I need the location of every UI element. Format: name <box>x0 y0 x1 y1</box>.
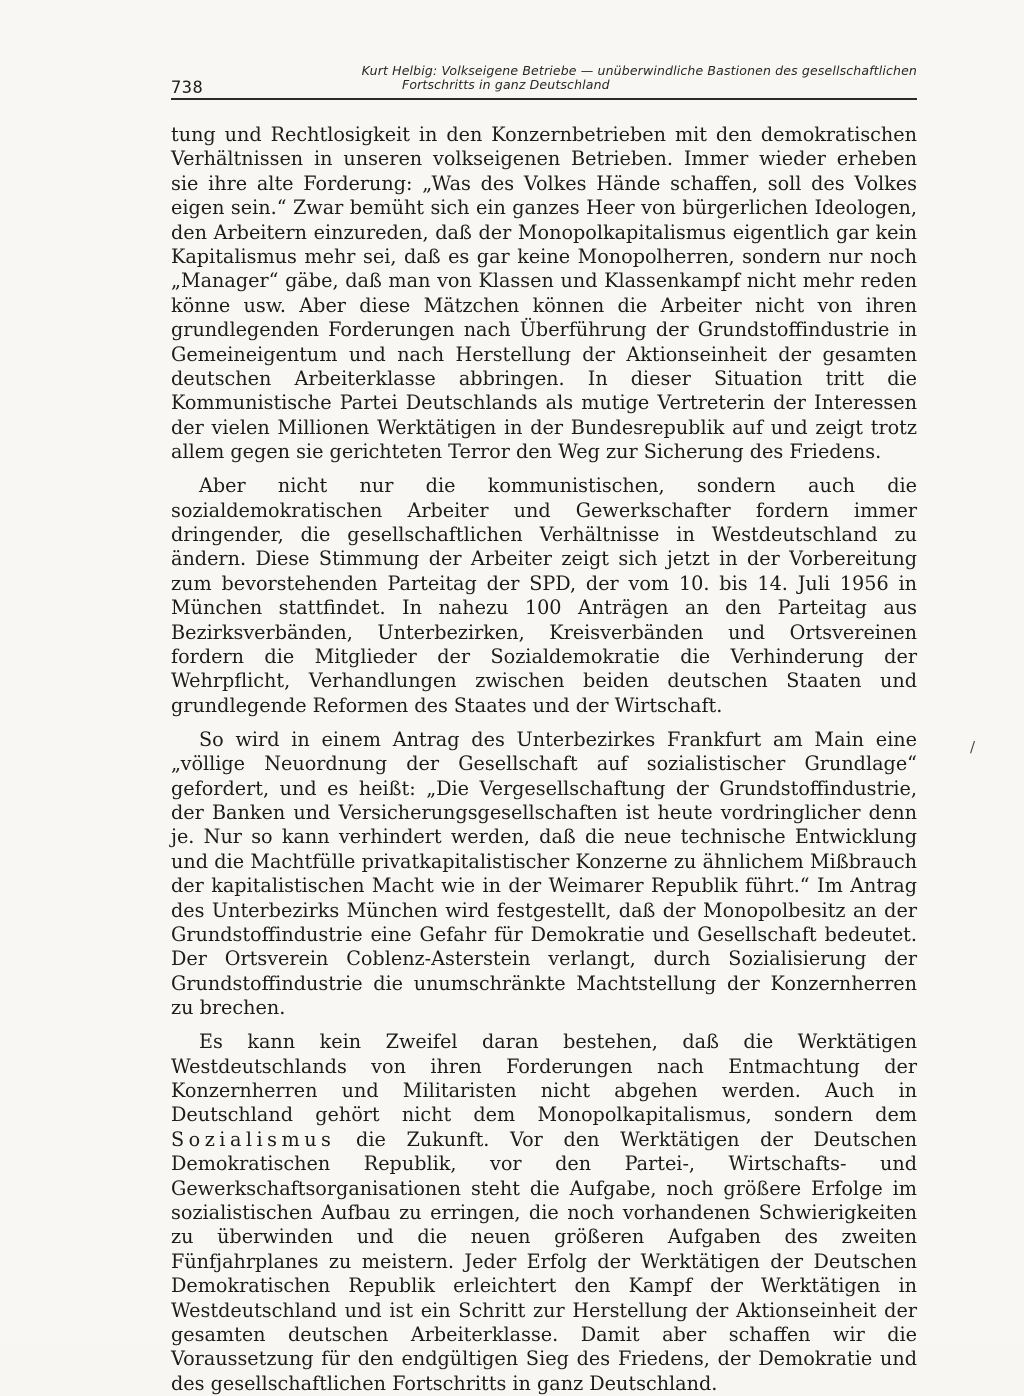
page-number: 738 <box>171 78 204 98</box>
margin-mark: / <box>970 738 976 756</box>
running-title-line-2: Fortschritts in ganz Deutschland <box>402 76 610 92</box>
paragraph-3: So wird in einem Antrag des Unterbezirkes Frankfurt am Main eine „völlige Neuordnung der Gesellschaft auf sozialistischer Grundlage“ gefordert, und es heißt: „Die Vergesellschaftung der Grundstoffindustrie, der Banken und Versicherungsgesellschaften ist heute vordringlicher denn je. Nur so kann verhindert werden, daß die neue technische Entwicklung und die Machtfülle privatkapitalistischer Konzerne zu ähnlichem Mißbrauch der kapitalistischen Macht wie in der Weimarer Republik führt.“ Im Antrag des Unterbezirks München wird festgestellt, daß der Monopolbesitz an der Grundstoffindustrie eine Gefahr für Demokratie und Gesellschaft bedeutet. Der Ortsverein Coblenz-Asterstein verlangt, durch Sozialisierung der Grundstoffindustrie die unumschränkte Machtstellung der Konzernherren zu brechen. <box>171 727 917 1020</box>
paragraph-2: Aber nicht nur die kommunistischen, sondern auch die sozialdemokratischen Arbeiter und Gewerkschafter fordern immer dringender, die gesellschaftlichen Verhältnisse in Westdeutschland zu ändern. Diese Stimmung der Arbeiter zeigt sich jetzt in der Vorbereitung zum bevorstehenden Parteitag der SPD, der vom 10. bis 14. Juli 1956 in München stattfindet. In nahezu 100 Anträgen an den Parteitag aus Bezirksverbänden, Unterbezirken, Kreisverbänden und Ortsvereinen fordern die Mitglieder der Sozialdemokratie die Verhinderung der Wehrpflicht, Verhandlungen zwischen beiden deutschen Staaten und grundlegende Reformen des Staates und der Wirtschaft. <box>171 474 917 717</box>
paragraph-4 <box>171 1030 917 1396</box>
page-header <box>171 64 917 100</box>
paragraph-4-text-before: Es kann kein Zweifel daran bestehen, daß die Werktätigen Westdeutschlands von ihren Forderungen nach Entmachtung der Konzernherren und Militaristen nicht abgehen werden. Auch in Deutschland gehört nicht dem Monopolkapitalismus, sondern dem <box>171 1030 917 1127</box>
emphasis-sozialismus: Sozialismus <box>171 1127 336 1151</box>
paragraph-1: tung und Rechtlosigkeit in den Konzernbetrieben mit den demokratischen Verhältnissen in unseren volkseigenen Betrieben. Immer wieder erheben sie ihre alte Forderung: „Was des Volkes Hände schaffen, soll des Volkes eigen sein.“ Zwar bemüht sich ein ganzes Heer von bürgerlichen Ideologen, den Arbeitern einzureden, daß der Monopolkapitalismus eigentlich gar kein Kapitalismus mehr sei, daß es gar keine Monopolherren, sondern nur noch „Manager“ gäbe, daß man von Klassen und Klassenkampf nicht mehr reden könne usw. Aber diese Mätzchen können die Arbeiter nicht von ihren grundlegenden Forderungen nach Überführung der Grundstoffindustrie in Gemeineigentum und nach Herstellung der Aktionseinheit der gesamten deutschen Arbeiterklasse abbringen. In dieser Situation tritt die Kommunistische Partei Deutschlands als mutige Vertreterin der Interessen der vielen Millionen Werktätigen in der Bundesrepublik auf und zeigt trotz allem gegen sie gerichteten Terror den Weg zur Sicherung des Friedens. <box>171 123 917 464</box>
body-text <box>171 123 917 1396</box>
paragraph-4-text-after: die Zukunft. Vor den Werktätigen der Deutschen Demokratischen Republik, vor den Partei-, Wirtschafts- und Gewerkschaftsorganisationen steht die Aufgabe, noch größere Erfolge im sozialistischen Aufbau zu erringen, die noch vorhandenen Schwierigkeiten zu überwinden und die neuen größeren Aufgaben des zweiten Fünfjahrplanes zu meistern. Jeder Erfolg der Werktätigen der Deutschen Demokratischen Republik erleichtert den Kampf der Werktätigen in Westdeutschland und ist ein Schritt zur Herstellung der Aktionseinheit der gesamten deutschen Arbeiterklasse. Damit aber schaffen wir die Voraussetzung für den endgültigen Sieg des Friedens, der Demokratie und des gesellschaftlichen Fortschritts in ganz Deutschland. <box>171 1127 917 1395</box>
running-title-line-1: Kurt Helbig: Volkseigene Betriebe — unüberwindliche Bastionen des gesellschaftlichen <box>361 63 917 78</box>
running-title <box>314 64 917 91</box>
